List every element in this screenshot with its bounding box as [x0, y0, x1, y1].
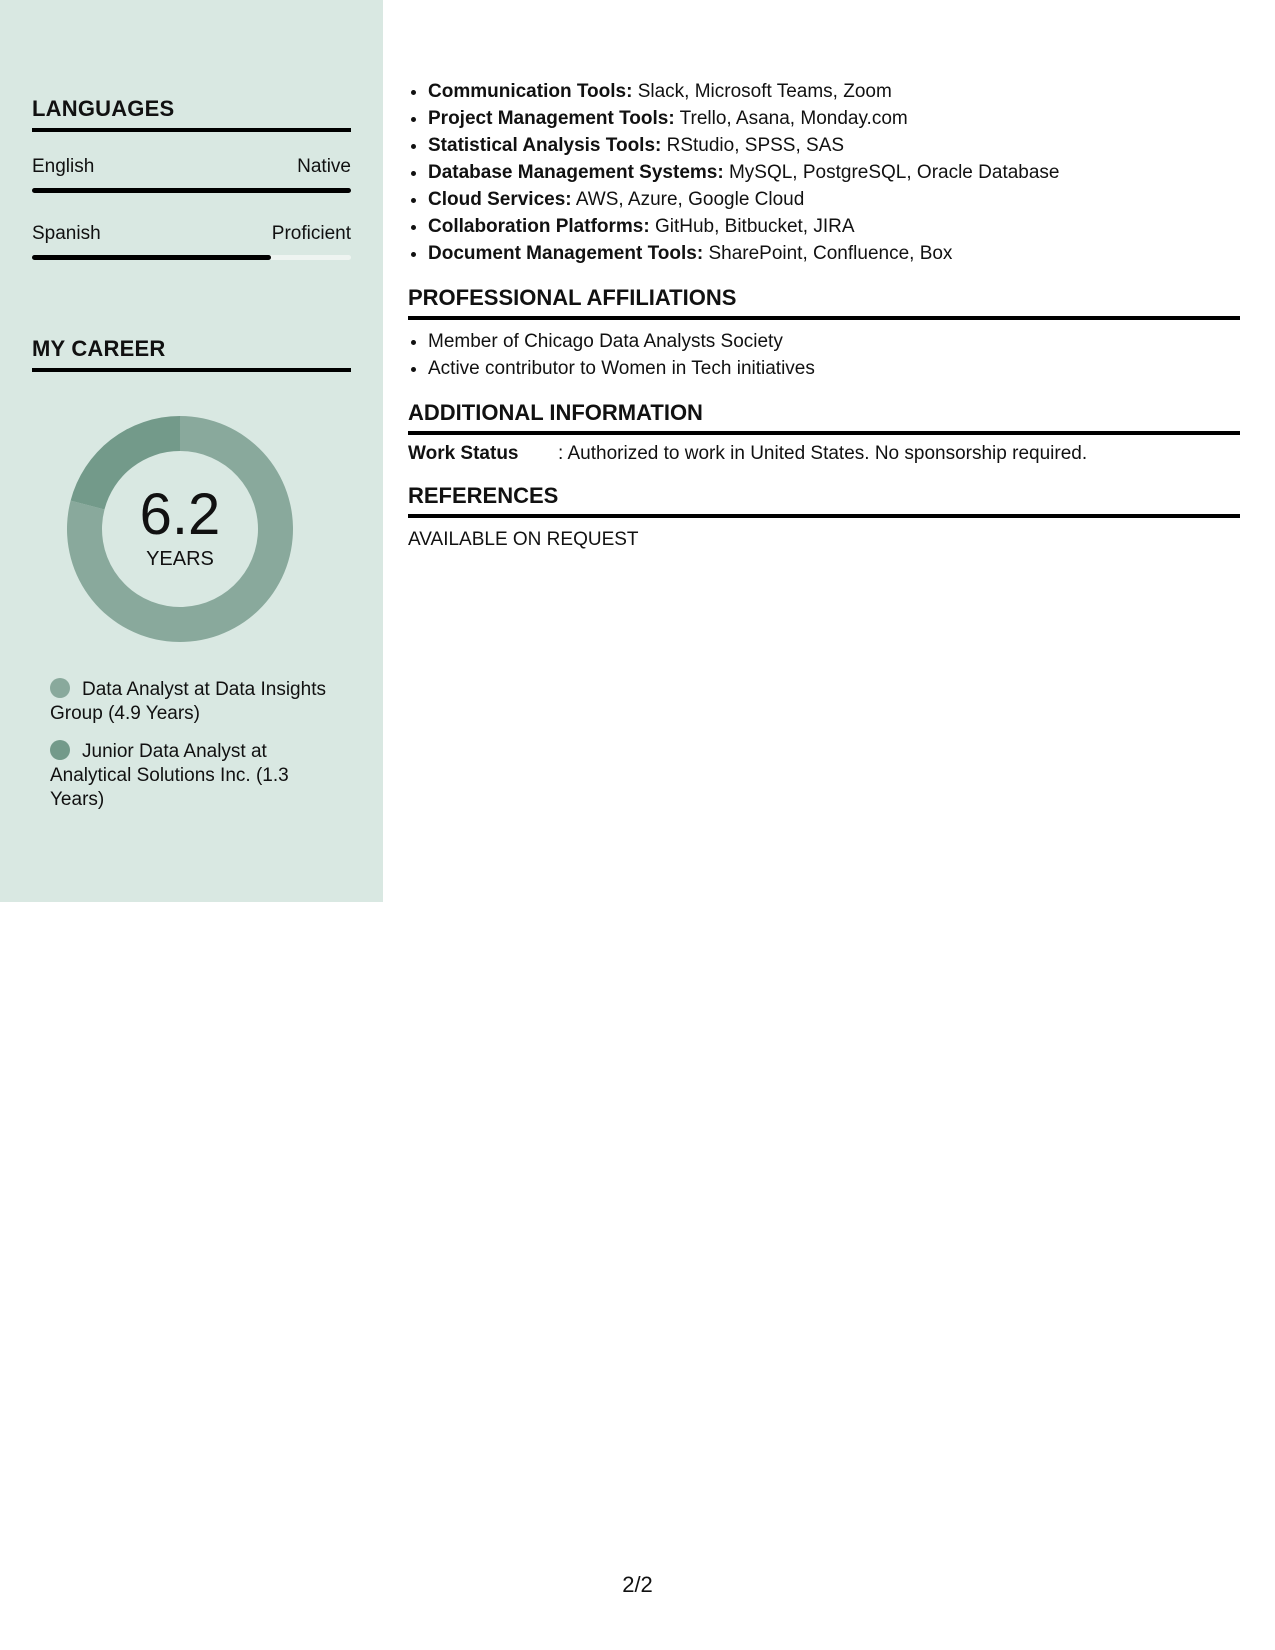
tools-list-item	[428, 186, 1240, 213]
language-level: Proficient	[271, 223, 351, 244]
references-heading: REFERENCES	[408, 483, 1240, 518]
references-text: AVAILABLE ON REQUEST	[408, 529, 639, 550]
page-number: 2/2	[622, 1572, 653, 1597]
tool-values: Trello, Asana, Monday.com	[674, 108, 908, 129]
tool-values: RStudio, SPSS, SAS	[661, 135, 845, 156]
tools-list-item	[428, 78, 1240, 105]
tools-list-item	[428, 213, 1240, 240]
tools-list-item	[428, 132, 1240, 159]
career-legend-item	[50, 678, 340, 726]
language-proficiency-fill	[32, 255, 271, 260]
work-status-value: : Authorized to work in United States. No sponsorship required.	[558, 443, 1088, 464]
career-legend	[50, 678, 340, 812]
language-proficiency-bar	[32, 255, 351, 260]
work-status-row	[408, 443, 1240, 465]
affiliations-heading: PROFESSIONAL AFFILIATIONS	[408, 285, 1240, 320]
additional-info-heading: ADDITIONAL INFORMATION	[408, 400, 1240, 435]
tool-category: Database Management Systems:	[428, 162, 724, 183]
sidebar	[0, 0, 383, 902]
language-proficiency-bar	[32, 188, 351, 193]
tool-values: MySQL, PostgreSQL, Oracle Database	[723, 162, 1060, 183]
legend-label: Junior Data Analyst at Analytical Solutions Inc. (1.3 Years)	[50, 741, 289, 810]
tool-values: SharePoint, Confluence, Box	[703, 243, 953, 264]
career-legend-item	[50, 740, 340, 812]
work-status-label: Work Status	[408, 443, 519, 464]
tool-category: Cloud Services:	[428, 189, 572, 210]
tool-category: Statistical Analysis Tools:	[428, 135, 662, 156]
tools-list-item	[428, 240, 1240, 267]
tool-values: Slack, Microsoft Teams, Zoom	[632, 81, 892, 102]
tools-list-item	[428, 105, 1240, 132]
tools-list	[408, 78, 1240, 267]
legend-dot-icon	[50, 678, 70, 698]
tool-category: Project Management Tools:	[428, 108, 675, 129]
legend-label: Data Analyst at Data Insights Group (4.9 Years)	[50, 679, 326, 724]
career-heading: MY CAREER	[32, 336, 351, 372]
tools-list-item	[428, 159, 1240, 186]
tool-values: AWS, Azure, Google Cloud	[571, 189, 805, 210]
languages-heading: LANGUAGES	[32, 96, 351, 132]
language-proficiency-fill	[32, 188, 351, 193]
career-total-unit: YEARS	[146, 548, 214, 570]
language-item-spanish	[32, 223, 351, 260]
tool-category: Document Management Tools:	[428, 243, 704, 264]
legend-dot-icon	[50, 740, 70, 760]
language-item-english	[32, 156, 351, 193]
language-name: English	[32, 156, 95, 177]
tool-category: Collaboration Platforms:	[428, 216, 650, 237]
career-donut-chart	[67, 416, 293, 642]
main-content	[408, 78, 1240, 551]
language-level: Native	[297, 156, 351, 177]
career-total-value: 6.2	[139, 482, 221, 547]
affiliation-item: • Active contributor to Women in Tech initiatives	[428, 355, 1240, 382]
tool-category: Communication Tools:	[428, 81, 633, 102]
tool-values: GitHub, Bitbucket, JIRA	[649, 216, 855, 237]
affiliations-list	[408, 328, 1240, 382]
language-name: Spanish	[32, 223, 101, 244]
affiliation-item: • Member of Chicago Data Analysts Society	[428, 328, 1240, 355]
